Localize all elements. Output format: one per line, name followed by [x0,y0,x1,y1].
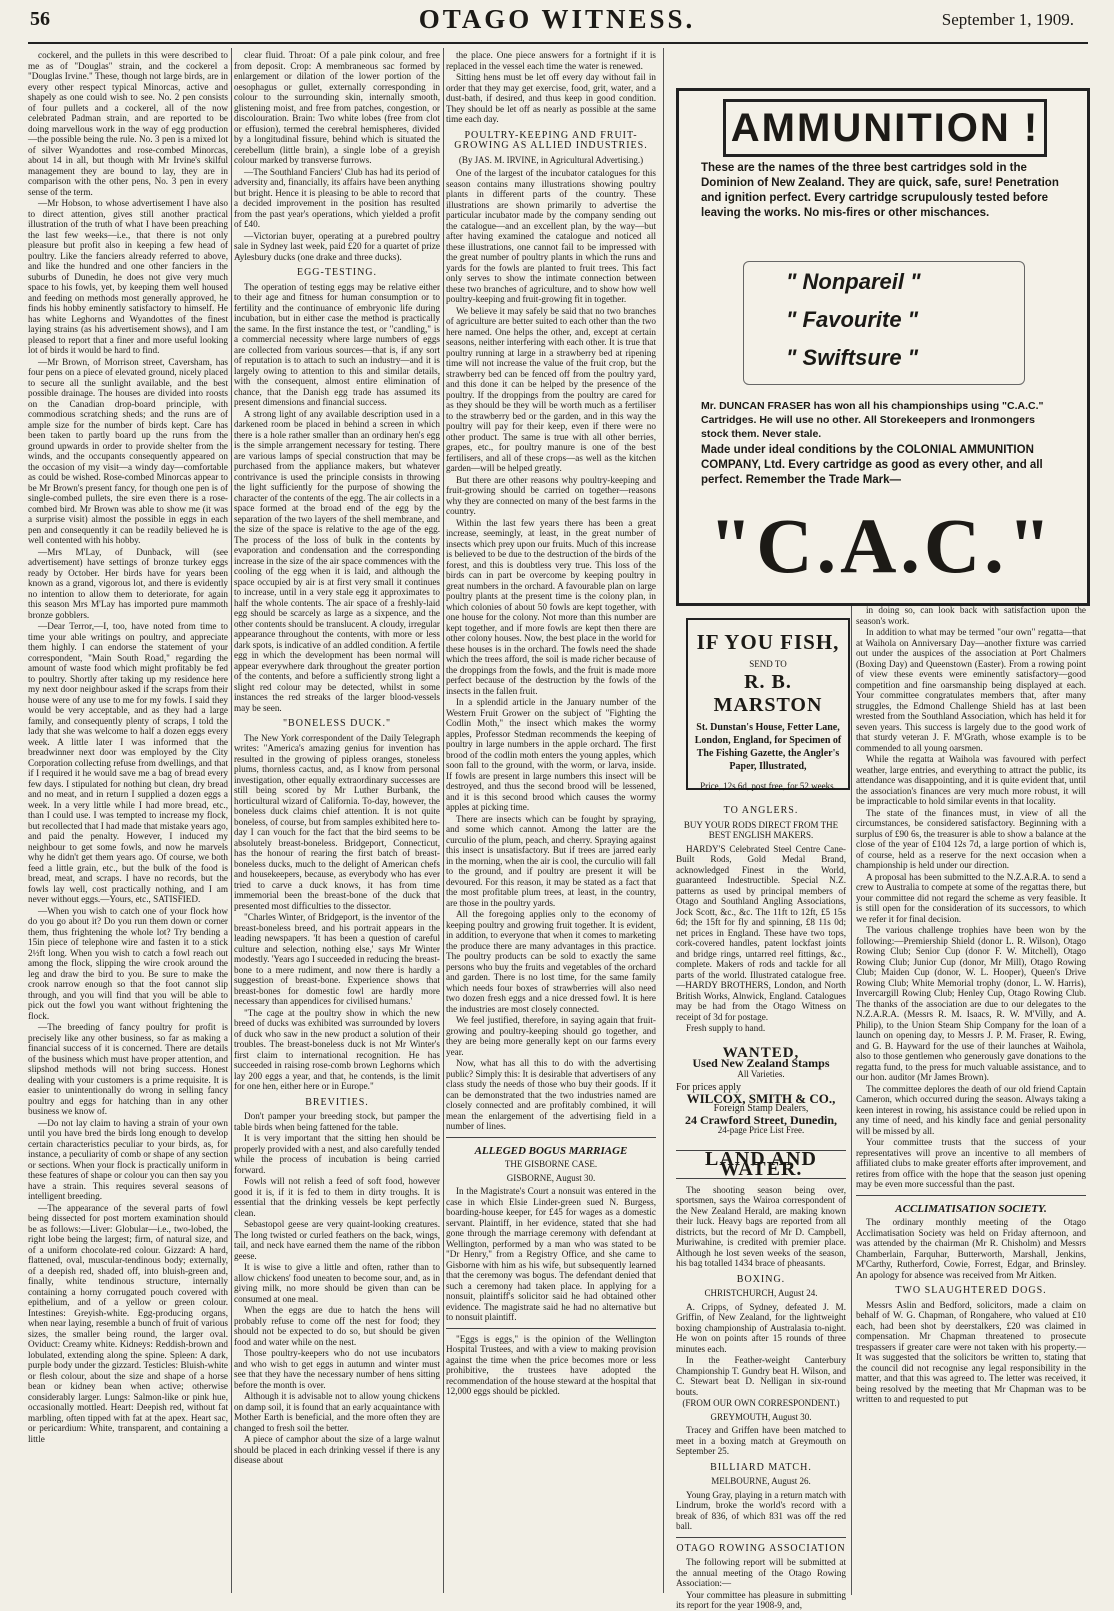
ad-text: 24-page Price List Free. [717,1125,805,1135]
section-heading: BREVITIES. [305,1096,369,1108]
section-heading: LAND AND WATER. [676,1150,846,1179]
section-rule [446,1137,656,1138]
column-rowing-acclimatisation [856,605,1086,1595]
column-poultry-notes [28,50,228,1590]
section-heading: BILLIARD MATCH. [710,1461,812,1473]
article-paragraph: Young Gray, playing in a return match with Lindrum, broke the world's record with a break of 836, of which 831 was off the red ball. [676,1489,846,1531]
article-paragraph: —Mr Brown, of Morrison street, Caversham, has four pens on a piece of elevated ground, nicely placed to secure all the sunlight available, and the best possible drainage. The houses are divided into roosts on the Canadian drop-board principle, with commodious scratching sheds; and the runs are of ample size for the number of birds kept. Care has been taken to partly board up the runs from the ground upwards in order to provide shelter from the winds, and the occupants consequently appeared on the occasion of my visit—a windy day—comfortable as could be wished. Rose-combed Minorcas appear to be Mr Brown's present fancy, for though one pen is of single-combed pullets, the sire even there is a rose-combed bird. Mr Brown was able to show me (it was a surprise visit) almost the possible in eggs in each pen and consequently it can be readily believed he is well contented with his hobby. [28,356,228,545]
subheading: THE GISBORNE CASE. [504,1159,598,1169]
column-egg-testing [234,50,440,1590]
masthead-rule [28,42,1088,44]
section-heading: "BONELESS DUCK." [282,718,392,729]
ad-sendto: SEND TO [749,659,787,669]
issue-date: September 1, 1909. [941,10,1074,29]
article-paragraph: A strong light of any available description used in a darkened room be placed in behind a screen in which there is a hole rather smaller than an ordinary hen's egg is the simple arrangement necessary for testing. There are various lamps of special construction that may be purchased from the appliance makers, but whatever contrivance is used the principle consists in throwing the light sufficiently for the purpose of showing the character of the contents of the egg. The air collects in a space formed at the broad end of the egg by the separation of the two layers of the shell membrane, and the size of the space is relative to the age of the egg. The process of the loss of bulk in the contents by evaporation and condensation and the corresponding increase in the size of the air space commences with the cooling of the egg when it is laid, and although the space occupied by air is at first very small it continues to increase, until in a very stale egg it approximates to half the whole contents. The air space of a freshly-laid egg should be scarcely as large as a sixpence, and the other contents should be translucent. A cloudy, irregular appearance throughout the contents, with more or less dark spots, is indicative of an addled condition. A fertile egg in which the development has been normal will appear everywhere dark throughout the greater portion of the contents, and before a sufficiently strong light a slight red colour may be detected, whilst in some instances the red streaks of the larger blood-vessels may be seen. [234,408,440,713]
section-heading: ALLEGED BOGUS MARRIAGE [474,1144,628,1157]
article-paragraph: While the regatta at Waihola was favoured with perfect weather, large entries, and everything to attract the public, its attendance was disappointing, and it is quite evident that, until the association's finances are very much more robust, it will be impracticable to hold similar events in that locality. [856,754,1086,806]
brevity-item: Don't pamper your breeding stock, but pamper the table birds when being fattened for the table. [234,1111,440,1132]
brevity-item: A piece of camphor about the size of a large walnut should be placed in each drinking vessel if there is any disease about [234,1434,440,1465]
brand-swiftsure: " Swiftsure " [786,345,919,370]
ad-price: Price, 12s 6d, post free, for 52 weeks. [700,781,836,791]
article-paragraph: HARDY'S Celebrated Steel Centre Cane-Built Rods, Gold Medal Brand, acknowledged Finest in the World, guaranteed Indestructible. Special N.Z. patterns as used by principal members of Otago and Southland Angling Associations, Jock Scott, &c., &c. The 11ft to 12ft, £5 15s 6d; the 15ft for fly and spinning, £8 11s 0d; net prices in England. These have two tops, cork-covered handles, patent lockfast joints and bridge rings, untarred reel fittings, &c., complete. Makers of rods and tackle for all parts of the world. Illustrated catalogue free.—HARDY BROTHERS, London, and North British Works, Alnwick, England. Catalogues may be had from the Otago Witness on receipt of 3d for postage. [676,843,846,1022]
column-divider [443,48,444,1593]
ad-headline: AMMUNITION ! [723,99,1047,157]
article-paragraph: —Do not lay claim to having a strain of your own until you have bred the birds long enough to develop certain characteristics peculiar to your birds, as, for instance, a peculiarity of comb or shape of any section or sections. When your flock is practically uniform in these features of shape or colour you can then say you have a strain. This requires several seasons of intelligent breeding. [28,1117,229,1201]
brand-favourite: " Favourite " [786,307,919,332]
ad-headline: WANTED, [722,1044,800,1061]
ammunition-advertisement [676,88,1090,606]
column-divider [663,48,664,1593]
section-rule [856,1195,1086,1196]
article-paragraph: the place. One piece answers for a fortnight if it is replaced in the vessel each time the water is renewed. [446,50,656,71]
article-paragraph: —When you wish to catch one of your flock how do you go about it? Do you run them down or corner them, thus frightening the whole lot? Try bending a 15in piece of telephone wire and fasten it to a stick 2½ft long. When you wish to catch a fowl reach out among the flock, slipping the wire crook around the leg and draw the bird to you. Be sure to make the crook narrow enough so that the foot cannot slip through, and you will find that you will be able to pick out the fowl you want without frightening the flock. [28,905,228,1021]
brevity-item: It is wise to give a little and often, rather than to allow chickens' food uneaten to become sour, and, as in giving milk, no more should be given than can be consumed at one meal. [234,1262,440,1304]
ad-subject: Used New Zealand Stamps [692,1056,830,1070]
article-paragraph: In a splendid article in the January number of the Western Fruit Grower on the subject of "Fighting the Codlin Moth," the insect which makes the wormy apples, Professor Stedman recommends the keeping of poultry in large numbers in the apple orchard. The first brood of the codlin moth enters the young apples, which soon fall to the ground, with the worm, or larva, inside. If fowls are present in large numbers this insect will be destroyed, and thus the second brood will be lessened, and it is this second brood which causes the wormy apples at picking time. [446,697,656,812]
brevity-item: Fowls will not relish a feed of soft food, however good it is, if it is fed to them in dirty troughs. It is essential that the drinking vessels be kept perfectly clean. [234,1176,440,1218]
ad-address: 24 Crawford Street, Dunedin, [684,1112,838,1127]
ad-text: For prices apply [676,1082,741,1093]
page-number: 56 [30,8,50,30]
article-paragraph: "Eggs is eggs," is the opinion of the Wellington Hospital Trustees, and with a view to making provision against the time when the price becomes more or less prohibitive, the trustees have adopted the recommendation of the house steward at the hospital that 12,000 eggs should be pickled. [446,1333,656,1396]
article-paragraph: But there are other reasons why poultry-keeping and fruit-growing should be carried on together—reasons why they are connected on many of the best farms in the country. [446,474,656,516]
brand-nonpareil: " Nonpareil " [786,269,921,294]
brevity-item: It is very important that the sitting hen should be properly provided with a nest, and also carefully tended while the process of incubation is being carried forward. [234,1133,440,1175]
article-paragraph: A proposal has been submitted to the N.Z.A.R.A. to send a crew to Australia to compete at some of the regattas there, but your committee did not regard the scheme as very feasible. It is still open for the consideration of its successors, to which we refer it for final decision. [856,871,1086,924]
article-paragraph: In the Feather-weight Canterbury Championship T. Gundry beat H. Wilson, and C. Stewart beat D. Nelligan in six-round bouts. [676,1355,846,1397]
ad-text: All Varieties. [737,1068,785,1079]
dateline: CHRISTCHURCH, August 24. [704,1288,818,1298]
ad-name: R. B. MARSTON [713,671,823,716]
article-paragraph: —The appearance of the several parts of fowl being dissected for post mortem examination should be as follows:—Liver: Globular—i.e., two-lobed, the right lobe being the largest; firm, of natural size, and of a uniform chocolate-red colour. Gizzard: A hard, flattened, oval, muscular-tendinous body; externally, of a deepish red, shaded off, into bluish-green and, finally, white tendinous structure, internally containing a horny corrugated pouch covered with epithelium, and of a yellow or green colour. Intestines: Greyish-white. Egg-producing organs, when near laying, resemble a bunch of fruit of various sizes, the smaller being round, the larger oval. Oviduct: Creamy white. Kidneys: Reddish-brown and lobulated, extending along the spine. Spleen: A dark, purple body under the gizzard. Testicles: Bluish-white or flesh colour, about the size and shape of a horse bean or kidney bean when active; otherwise considerably larger. Lungs: Salmon-like or pink hue, occasionally mottled. Heart: Deepish red, without fat marbling, often tipped with fat at the apex. Heart sac, or pericardium: White, transparent, and containing a little [28,1202,228,1444]
article-paragraph: Your committee trusts that the success of your representatives will prove an incentive to all members of affiliated clubs to make greater efforts after improvement, and retires from office with the hope that the season just opening may be even more successful than the past. [856,1137,1086,1189]
article-paragraph: —Victorian buyer, operating at a purebred poultry sale in Sydney last week, paid £20 for a quartet of prize Aylesbury ducks (one drake and three ducks). [234,230,440,262]
brevity-item: When the eggs are due to hatch the hens will probably refuse to come off the nest for food; they should not be expected to do so, but should be given food and water while on the nest. [234,1305,440,1347]
article-paragraph: The following report will be submitted at the annual meeting of the Otago Rowing Association:— [676,1557,846,1588]
article-paragraph: The various challenge trophies have been won by the following:—Premiership Shield (donor L. R. Wilson), Otago Rowing Club; Senior Cup (donor F. W. Mitchell), Otago Rowing Club; Junior Cup (donor, Mr Mill), Otago Rowing Club; Maiden Cup (donor, W. L. Hooper), Queen's Drive Rowing Club; White Memorial trophy (donor, L. W. Harris), Invercargill Rowing Club; Henley Cup, Otago Rowing Club. The thanks of the association are due to our delegates to the N.Z.A.R.A. (Messrs R. M. Isaacs, R. W. M'Villy, and A. Philip), to the Union Steam Ship Company for the loan of a launch on opening day, to Messrs J. P. M. Fraser, R. Ewing, and G. B. Hayward for the use of their launches at Waihola, also to those gentlemen who generously gave donations to the regatta fund, to the press for much valuable assistance, and to our hon. auditor (Mr James Brown). [856,925,1086,1082]
article-paragraph: The operation of testing eggs may be relative either to their age and fitness for human consumption or to fertility and the continuance of embryonic life during incubation, but in either case the method is practically the same. In the first instance the test, or "candling," is a commercial necessity where large numbers of eggs are collected from various sources—that is, if any sort of reputation is to attach to such an industry—and it is largely owing to attention to this and similar details, with the consequent, almost entire elimination of chance, that the Danish egg trade has assumed its present dimensions and financial success. [234,281,440,407]
section-heading: ACCLIMATISATION SOCIETY. [895,1202,1047,1215]
ad-headline: IF YOU FISH, [696,630,840,654]
subheading: TWO SLAUGHTERED DOGS. [895,1285,1047,1296]
correspondent-note: (FROM OUR OWN CORRESPONDENT.) [682,1398,840,1408]
brevity-item: Those poultry-keepers who do not use incubators and who wish to get eggs in autumn and winter must see that they have the necessary number of hens sitting before the month is over. [234,1348,440,1390]
dateline: GISBORNE, August 30. [506,1172,596,1183]
section-heading: OTAGO ROWING ASSOCIATION [676,1542,846,1554]
section-heading: POULTRY-KEEPING AND FRUIT-GROWING AS ALLIED INDUSTRIES. [454,129,648,151]
article-paragraph: Your committee has pleasure in submitting its report for the year 1908-9, and, [676,1589,846,1610]
article-paragraph: The shooting season being over, sportsmen, says the Wairoa correspondent of the New Zealand Herald, are making known their luck. Heavy bags are reported from all districts, but the record of Mr D. Campbell, Muriwahine, is credited with premier place. Although he lost seven weeks of the season, his bag totalled 1434 brace of pheasants. [676,1184,846,1268]
article-paragraph: The ordinary monthly meeting of the Otago Acclimatisation Society was held on Friday afternoon, and was attended by the chairman (Mr R. Chisholm) and Messrs Chamberlain, Farquhar, Butterworth, Marshall, Jenkins, M'Carthy, Rutherford, Cowie, Forrest, Edgar, and Brinsley. An apology for absence was received from Mr Aitken. [856,1217,1086,1280]
article-paragraph: One of the largest of the incubator catalogues for this season contains many illustrations showing poultry plants in different parts of the country. These illustrations are shown primarily to advertise the particular incubator made by the company sending out the catalogue—and an excellent plan, by the way—but after having examined the catalogue and noticed all these illustrations, one cannot fail to be impressed with the great number of poultry plants in which the runs and yards for the fowls are planted to fruit trees. This fact only serves to show the intimate connection between these two branches of agriculture, and to show how well poultry-keeping and fruit-growing fit in together. [446,168,656,304]
article-paragraph: cockerel, and the pullets in this were described to me as of "Douglas" strain, and the cockerel a "Douglas Irvine." These, though not large birds, are in every other respect typical Minorcas, active and shapely as one could wish to see. No. 2 pen consists of four pullets and a cockerel, all of the now celebrated Padman strain, and are reported to be doing marvellous work in the way of egg production—the possible being the rule. No. 3 pen is a mixed lot of silver Wyandottes and rose-combed Minorcas, about 14 in all, but though with Mr Irvine's skilful management they are bound to lay, they are in comparison with the other pens, No. 3 pen in every sense of the term. [28,50,228,197]
article-paragraph: A. Cripps, of Sydney, defeated J. M. Griffin, of New Zealand, for the lightweight boxing championship of Australasia to-night. He won on points after 15 rounds of three minutes each. [676,1301,846,1354]
newspaper-title: OTAGO WITNESS. [418,4,696,34]
article-paragraph: Sitting hens must be let off every day without fail in order that they may get exercise, food, grit, water, and a dust-bath, if desired, and thus keep in good condition. They should be let off as nearly as possible at the same time each day. [446,72,656,124]
article-paragraph: Tracey and Griffen have been matched to meet in a boxing match at Greymouth on September 25. [676,1425,846,1456]
article-paragraph: "The cage at the poultry show in which the new breed of ducks was exhibited was surrounded by lovers of duck who saw in the new product a solution of their troubles. The breast-boneless duck is not Mr Winter's first claim to international recognition. He has succeeded in raising rose-comb brown Leghorns which lay 200 eggs a year, and that, he contends, is the limit for one hen, either here or in Europe." [234,1007,440,1091]
article-paragraph: We feel justified, therefore, in saying again that fruit-growing and poultry-keeping should go together, and they are being more generally kept on our farms every year. [446,1015,656,1057]
article-paragraph: The committee deplores the death of our old friend Captain Cameron, which occurred during the season. Always taking a keen interest in rowing, his assistance could be relied upon in any time of need, and his kindly face and genial personality will be missed by all. [856,1083,1086,1136]
article-paragraph: clear fluid. Throat: Of a pale pink colour, and free from deposit. Crop: A membraneous sac formed by enlargement or dilation of the lower portion of the oesophagus or gullet, externally corresponding in colour to the surrounding skin, internally smooth, glistening moist, and free from patches, congestion, or discolouration. Brain: Two white lobes (free from clot or effusion), termed the cerebral hemispheres, divided by a longitudinal fissure, behind which is situated the cerebellum (little brain), a single lobe of a greyish colour marked by transverse furrows. [234,50,440,165]
brand-list [743,261,1025,385]
article-paragraph: We believe it may safely be said that no two branches of agriculture are better suited to each other than the two here named. One helps the other, and, except at certain seasons, neither interfering with each other. It is true that poultry running at large in a strawberry bed at ripening time will not increase the value of the fruit crop, but the strawberry bed can be fenced off from the poultry yard, and this done it can be helped by the presence of the poultry. If the droppings from the poultry are cared for as they should be they will be worth much as a fertiliser to the strawberry bed or the garden, and in this way the poultry will pay for their keep, even if there were no other product. The same is true with all other berries, grapes, etc., for poultry manure is one of the best fertilisers, and all of these crops—as well as the kitchen garden—will be helped greatly. [446,305,656,473]
article-paragraph: Messrs Aslin and Bedford, solicitors, made a claim on behalf of W. G. Chapman, of Rongahere, who valued at £10 each, had been shot by deerstalkers, £20 was claimed in compensation. Mr Chapman threatened to prosecute trespassers if greater care were not taken with his property.—It was suggested that the solicitors be written to, stating that the council did not recognise any legal responsibility in the matter, and that this was agreed to. The letter was received, it being resolved by the meeting that Mr Chapman was to be written to and requested to put [856,1299,1086,1404]
masthead [0,0,1114,40]
brevity-item: Although it is advisable not to allow young chickens on damp soil, it is found that an early acquaintance with Mother Earth is beneficial, and the more often they are changed to fresh soil the better. [234,1391,440,1433]
article-paragraph: Within the last few years there has been a great increase, seemingly, at least, in the great number of insects which prey upon our fruits. Much of this increase is believed to be due to the destruction of the birds of the forest, and this is doubtless very true. This loss of the birds can in part be overcome by keeping poultry in great numbers in the orchard. A favourable plan on large poultry plants at the present time is the colony plan, in which colonies of about 50 fowls are kept together, with one house for the colony. Not more than this number are kept together, and if more fowls are kept then there are other colony houses. Now, the best place in the world for these houses is in the orchard. The fowls need the shade which the trees afford, the soil is made richer because of the droppings from the fowls, and the fruit is made more perfect because of the destruction by the fowls of the insects in the fallen fruit. [446,517,656,696]
article-paragraph: The state of the finances must, in view of all the circumstances, be considered satisfactory. Beginning with a surplus of £90 6s, the treasurer is able to show a balance at the close of the year of £104 12s 7d, a large portion of which is, of course, held as a reserve for the next occasion when a championship is held under our direction. [856,807,1086,870]
ad-testimonial: Mr. DUNCAN FRASER has won all his championships using "C.A.C." Cartridges. He will use no other. All Storekeepers and Ironmongers stock them. Never stale. [701,400,1044,440]
article-paragraph: Fresh supply to hand. [686,1023,766,1033]
article-paragraph: —Mr Hobson, to whose advertisement I have also to direct attention, gives still another practical illustration of the truth of what I have been preaching the last few weeks—i.e., that there is not only pleasure but profit also in keeping a few head of poultry. Like the fanciers already referred to above, and like the hundred and one other fanciers in the suburbs of Dunedin, he does not give very much space to his fowls, yet, by keeping them well housed and feeding on methods most generally approved, he finds his hobby eminently satisfactory to himself. He has white Leghorns and Wyandottes of the finest laying strains (as his advertisement shows), and I am pleased to report that a finer and more useful looking lot of birds it would be hard to find. [28,198,228,355]
article-paragraph: "Charles Winter, of Bridgeport, is the inventor of the breast-boneless breed, and his portrait appears in the leading newspapers. 'It has been a question of careful culture and selection, nothing else,' says Mr Winter modestly. 'Years ago I succeeded in reducing the breast-bone to a mere rudiment, and now there is hardly a suggestion of breast-bone. Experience shows that breast-bones for domestic fowl are hardly more necessary than appendices for civilised humans.' [234,912,440,1006]
section-heading: EGG-TESTING. [296,267,378,278]
column-divider [851,605,852,1595]
article-paragraph: All the foregoing applies only to the economy of keeping poultry and growing fruit together. It is evident, in addition, to everyone that when it comes to marketing the produce there are many advantages in this practice. The poultry products can be sold to exactly the same persons who buy the fruits and vegetables of the orchard and garden. There is no lost time, for the same family which needs four boxes of strawberries will also need two dozen fresh eggs and a nice dressed fowl. It is here the industries are most closely connected. [446,909,656,1014]
article-paragraph: —Dear Terror,—I, too, have noted from time to time your able writings on poultry, and appreciate them highly. I can endorse the statement of your correspondent, "Main South Road," regarding the amount of waste food which might profitably be fed to poultry. Shortly after taking up my residence here my next door neighbour asked if the scraps from their house were of any use to me for my fowls. I said they would be very acceptable, and as they had a large family, and consequently plenty of scraps, I told the lady that she was welcome to half a dozen eggs every week. A little later I was informed that the breadwinner next door was employed by the City Corporation collecting refuse from dwellings, and that if I required it he would save me a bag of bread every few days. I stipulated for nothing but clean, dry bread and no meat, and in return I supplied a dozen eggs a week. In a very little while I had more bread, etc., than I could use. I was tempted to increase my flock, but recollected that I had made that mistake years ago, and paid the penalty. However, I induced my neighbour to get some fowls, and now he marvels why he didn't get them years ago. Of course, we both feed a little grain, etc., but the bulk of the food is bread, meat, and scraps. I have no records, but the fowls lay well, cost practically nothing, and I am never without eggs.—Yours, etc., SATISFIED. [28,621,229,904]
article-paragraph: There are insects which can be fought by spraying, and some which cannot. Among the latter are the curculio of the plum, peach, and cherry. Spraying against this insect is unsatisfactory. But if trees are jarred early in the morning, when the air is cool, the curculio will fall to the ground, and if poultry are present it will be devoured. For this reason, it may be stated as a fact that the most profitable plum trees, at least, in the country, are those in the poultry yards. [446,813,656,908]
article-paragraph: in doing so, can look back with satisfaction upon the season's work. [856,605,1086,626]
article-paragraph: —The Southland Fanciers' Club has had its period of adversity and, financially, its affairs have been anything but bright. Hence it is pleasing to be able to record that a decided improvement in the position has resulted from the past year's operations, which yielded a profit of £40. [234,166,440,229]
dateline: GREYMOUTH, August 30. [710,1411,812,1422]
article-paragraph: —Mrs M'Lay, of Dunback, will (see advertisement) have settings of bronze turkey eggs ready by October. Her birds have for years been known as a grand, vigorous lot, and there is evidently no intention to allow them to deteriorate, for again this season Mrs M'Lay has imported pure mammoth bronze gobblers. [28,546,228,620]
ad-text: Foreign Stamp Dealers, [713,1103,809,1114]
dateline: MELBOURNE, August 26. [711,1476,811,1486]
section-rule [446,1328,656,1329]
column-anglers-sport [676,800,846,1610]
subheading: BUY YOUR RODS DIRECT FROM THE BEST ENGLISH MAKERS. [683,819,839,840]
article-paragraph: In addition to what may be termed "our own" regatta—that at Waihola on Anniversary Day—another fixture was carried out under the auspices of the association at Port Chalmers (Boxing Day) and Queenstown (Easter). From a rowing point of view these events were eminently satisfactory—good competition and fine oarsmanship being displayed at each. Your committee congratulates members that, after many struggles, the Edmond Challenge Shield has at last been wrested from the Southland Association, which has held it for seven years. This success is largely due to the good work of that sturdy veteran J. F. M'Grath, whose example is to be commended to all young oarsmen. [856,627,1086,753]
stamps-advertisement [676,1044,846,1136]
column-fruit-growing [446,50,656,1590]
brevity-item: Sebastopol geese are very quaint-looking creatures. The long twisted or curled feathers on the back, wings, tail, and neck have earned them the name of the ribbon geese. [234,1219,440,1261]
section-heading: TO ANGLERS. [723,805,799,816]
column-divider [231,48,232,1593]
article-paragraph: —The breeding of fancy poultry for profit is precisely like any other business, so far as making a financial success of it is concerned. There are details of the business which must have proper attention, and slipshod methods will not bring success. Honest dealing with your customers is a prime requisite. It is easier to unintentionally do wrong in selling fancy poultry and eggs for hatching than in any other business we know of. [28,1022,228,1116]
fishing-advertisement [686,618,850,790]
ad-address: St. Dunstan's House, Fetter Lane, London, England, for Specimen of The Fishing Gazette, the Angler's Paper, Illustrated, [694,722,842,772]
section-rule [676,1537,846,1538]
article-paragraph: In the Magistrate's Court a nonsuit was entered in the case in which Elsie Linder-green sued N. Burgess, boarding-house keeper, for £45 for wages as a domestic servant. Plaintiff, in her evidence, stated that she had gone through the marriage ceremony with defendant at Wellington, performed by a man who was stated to be "Dr Henry," from a Registry Office, and she came to Gisborne with him as his wife, but subsequently learned that the ceremony was bogus. The defendant denied that such a ceremony had taken place. In applying for a nonsuit, plaintiff's solicitor said he had obtained other evidence. The magistrate said he had no alternative but to nonsuit plaintiff. [446,1186,656,1322]
article-paragraph: Now, what has all this to do with the advertising public? Simply this: It is desirable that advertisers of any class study the needs of those who buy their goods. If it can be demonstrated that the two industries named are closely connected and are profitably combined, it will mean the enlargement of the advertising field in a number of lines. [446,1058,656,1131]
ad-maker: Made under ideal conditions by the COLONIAL AMMUNITION COMPANY, Ltd. Every cartridge as good as every other, and all perfect. Remember the Trade Mark— [701,444,1043,486]
byline: (By JAS. M. IRVINE, in Agricultural Advertising.) [458,154,644,165]
article-paragraph: The New York correspondent of the Daily Telegraph writes: "America's amazing genius for invention has resulted in the growing of pipless oranges, stoneless plums, thornless cactus, and, as I know from personal investigation, other equally extraordinary successes are still being scored by Mr Luther Burbank, the horticultural wizard of California. To-day, however, the boneless duck claims chief attention. It is not quite boneless, of course, but from samples exhibited here to-day I can vouch for the fact that the bird seems to be absolutely breast-boneless. Bridgeport, Connecticut, has the honour of rearing the first batch of breast-boneless ducks, much to the delight of American chefs and housekeepers, because, as everybody who has ever tried to carve a duck knows, it has from time immemorial been the breast-bone of the duck that presented most difficulties to the dissector. [234,732,440,911]
section-heading: BOXING. [736,1273,786,1285]
ad-body: These are the names of the three best cartridges sold in the Dominion of New Zealand. They are quick, safe, sure! Penetration and ignition perfect. Every cartridge scrupulously tested before leaving the works. No mis-fires or other mischances. [701,162,1059,219]
trade-mark: "C.A.C." [708,502,1056,589]
ad-firm: WILCOX, SMITH & CO., [686,1090,836,1106]
